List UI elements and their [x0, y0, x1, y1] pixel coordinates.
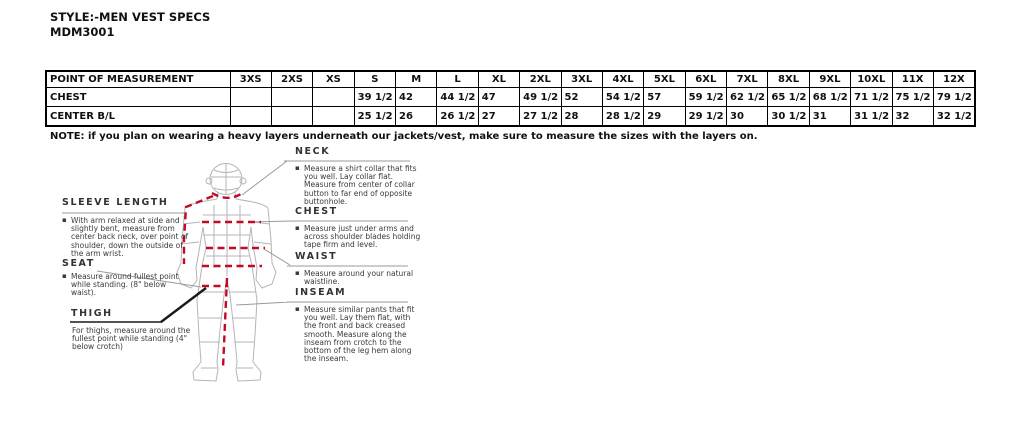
- measurement-value-cell: 52: [561, 88, 602, 107]
- neck-pointer-line: [242, 161, 287, 195]
- chest-heading: CHEST: [295, 206, 338, 217]
- bullet-icon: ▪: [295, 269, 300, 277]
- inseam-heading: INSEAM: [295, 287, 347, 298]
- measurement-label-cell: CENTER B/L: [46, 107, 230, 127]
- bullet-icon: ▪: [295, 224, 300, 232]
- measurement-value-cell: 28: [561, 107, 602, 127]
- measurement-value-cell: 49 1/2: [520, 88, 561, 107]
- neck-heading: NECK: [295, 146, 331, 157]
- measurement-value-cell: 30: [727, 107, 768, 127]
- size-header-cell: 3XL: [561, 71, 602, 88]
- thigh-description: For thighs, measure around the fullest point while standing (4" below crotch): [72, 326, 191, 352]
- size-header-cell: 11X: [892, 71, 933, 88]
- measurement-value-cell: 62 1/2: [727, 88, 768, 107]
- inseam-description: ▪ Measure similar pants that fit you well. Lay them flat, with the front and back creased smooth. Measure along the inseam from crotch to the bottom of the leg hem along the inseam.: [295, 305, 415, 364]
- chest-description: ▪ Measure just under arms and across shoulder blades holding tape firm and level.: [295, 224, 421, 250]
- measurement-value-cell: 57: [644, 88, 685, 107]
- sleeve-length-heading: SLEEVE LENGTH: [62, 197, 169, 208]
- measurement-value-cell: 68 1/2: [809, 88, 850, 107]
- size-header-cell: 8XL: [768, 71, 809, 88]
- seat-heading: SEAT: [62, 258, 95, 269]
- measurement-value-cell: 32: [892, 107, 933, 127]
- measurement-value-cell: 44 1/2: [437, 88, 478, 107]
- measurement-value-cell: 39 1/2: [354, 88, 395, 107]
- size-header-cell: 12X: [933, 71, 975, 88]
- measurement-value-cell: 27: [478, 107, 519, 127]
- measurement-value-cell: 32 1/2: [933, 107, 975, 127]
- measurement-value-cell: 30 1/2: [768, 107, 809, 127]
- sleeve-length-description: ▪ With arm relaxed at side and slightly bent, measure from center back neck, over point of shoulder, down the outside of the arm wrist.: [62, 216, 189, 258]
- size-header-cell: M: [396, 71, 437, 88]
- measurement-value-cell: 54 1/2: [602, 88, 643, 107]
- seat-description: ▪ Measure around fullest point while standing. (8" below waist).: [62, 272, 179, 298]
- size-header-cell: XS: [313, 71, 354, 88]
- size-header-cell: 10XL: [851, 71, 892, 88]
- measurement-value-cell: 65 1/2: [768, 88, 809, 107]
- measurement-value-cell: 42: [396, 88, 437, 107]
- waist-description: ▪ Measure around your natural waistline.: [295, 269, 414, 287]
- style-code: MDM3001: [50, 25, 115, 39]
- measurement-value-cell: 71 1/2: [851, 88, 892, 107]
- measurement-value-cell: 27 1/2: [520, 107, 561, 127]
- size-header-cell: 2XS: [271, 71, 312, 88]
- neck-description: ▪ Measure a shirt collar that fits you well. Lay collar flat. Measure from center of collar button to far end of opposite buttonhole.: [295, 164, 417, 206]
- measurement-value-cell: 31: [809, 107, 850, 127]
- size-header-cell: L: [437, 71, 478, 88]
- size-header-cell: 5XL: [644, 71, 685, 88]
- measurement-value-cell: 26: [396, 107, 437, 127]
- bullet-icon: ▪: [295, 164, 300, 172]
- size-header-cell: 6XL: [685, 71, 726, 88]
- note-text: NOTE: if you plan on wearing a heavy layers underneath our jackets/vest, make sure to measure the sizes with the layers on.: [50, 131, 758, 142]
- bullet-icon: ▪: [295, 305, 300, 313]
- size-header-cell: 9XL: [809, 71, 850, 88]
- waist-section: [295, 251, 417, 286]
- thigh-heading: THIGH: [71, 308, 113, 319]
- size-header-cell: 3XS: [230, 71, 271, 88]
- measurement-value-cell: 25 1/2: [354, 107, 395, 127]
- size-header-cell: S: [354, 71, 395, 88]
- neck-section: [295, 146, 417, 206]
- bullet-icon: ▪: [62, 216, 67, 224]
- sleeve-length-section: [62, 197, 192, 258]
- measurement-value-cell: 79 1/2: [933, 88, 975, 107]
- measurement-value-cell: 75 1/2: [892, 88, 933, 107]
- seat-section: [62, 258, 190, 298]
- measurement-value-cell: 29 1/2: [685, 107, 726, 127]
- size-header-cell: 7XL: [727, 71, 768, 88]
- measurement-value-cell: 29: [644, 107, 685, 127]
- size-header-cell: XL: [478, 71, 519, 88]
- measurement-value-cell: 31 1/2: [851, 107, 892, 127]
- size-header-cell: POINT OF MEASUREMENT: [46, 71, 230, 88]
- size-header-cell: 4XL: [602, 71, 643, 88]
- inseam-section: [295, 287, 421, 363]
- chest-section: [295, 206, 421, 250]
- measurement-value-cell: 47: [478, 88, 519, 107]
- measurement-value-cell: 28 1/2: [602, 107, 643, 127]
- waist-heading: WAIST: [295, 251, 338, 262]
- size-header-cell: 2XL: [520, 71, 561, 88]
- style-title: STYLE:-MEN VEST SPECS: [50, 10, 211, 24]
- thigh-section: [71, 308, 211, 352]
- measurement-label-cell: CHEST: [46, 88, 230, 107]
- bullet-icon: ▪: [62, 272, 67, 280]
- measurement-value-cell: 26 1/2: [437, 107, 478, 127]
- measurement-value-cell: 59 1/2: [685, 88, 726, 107]
